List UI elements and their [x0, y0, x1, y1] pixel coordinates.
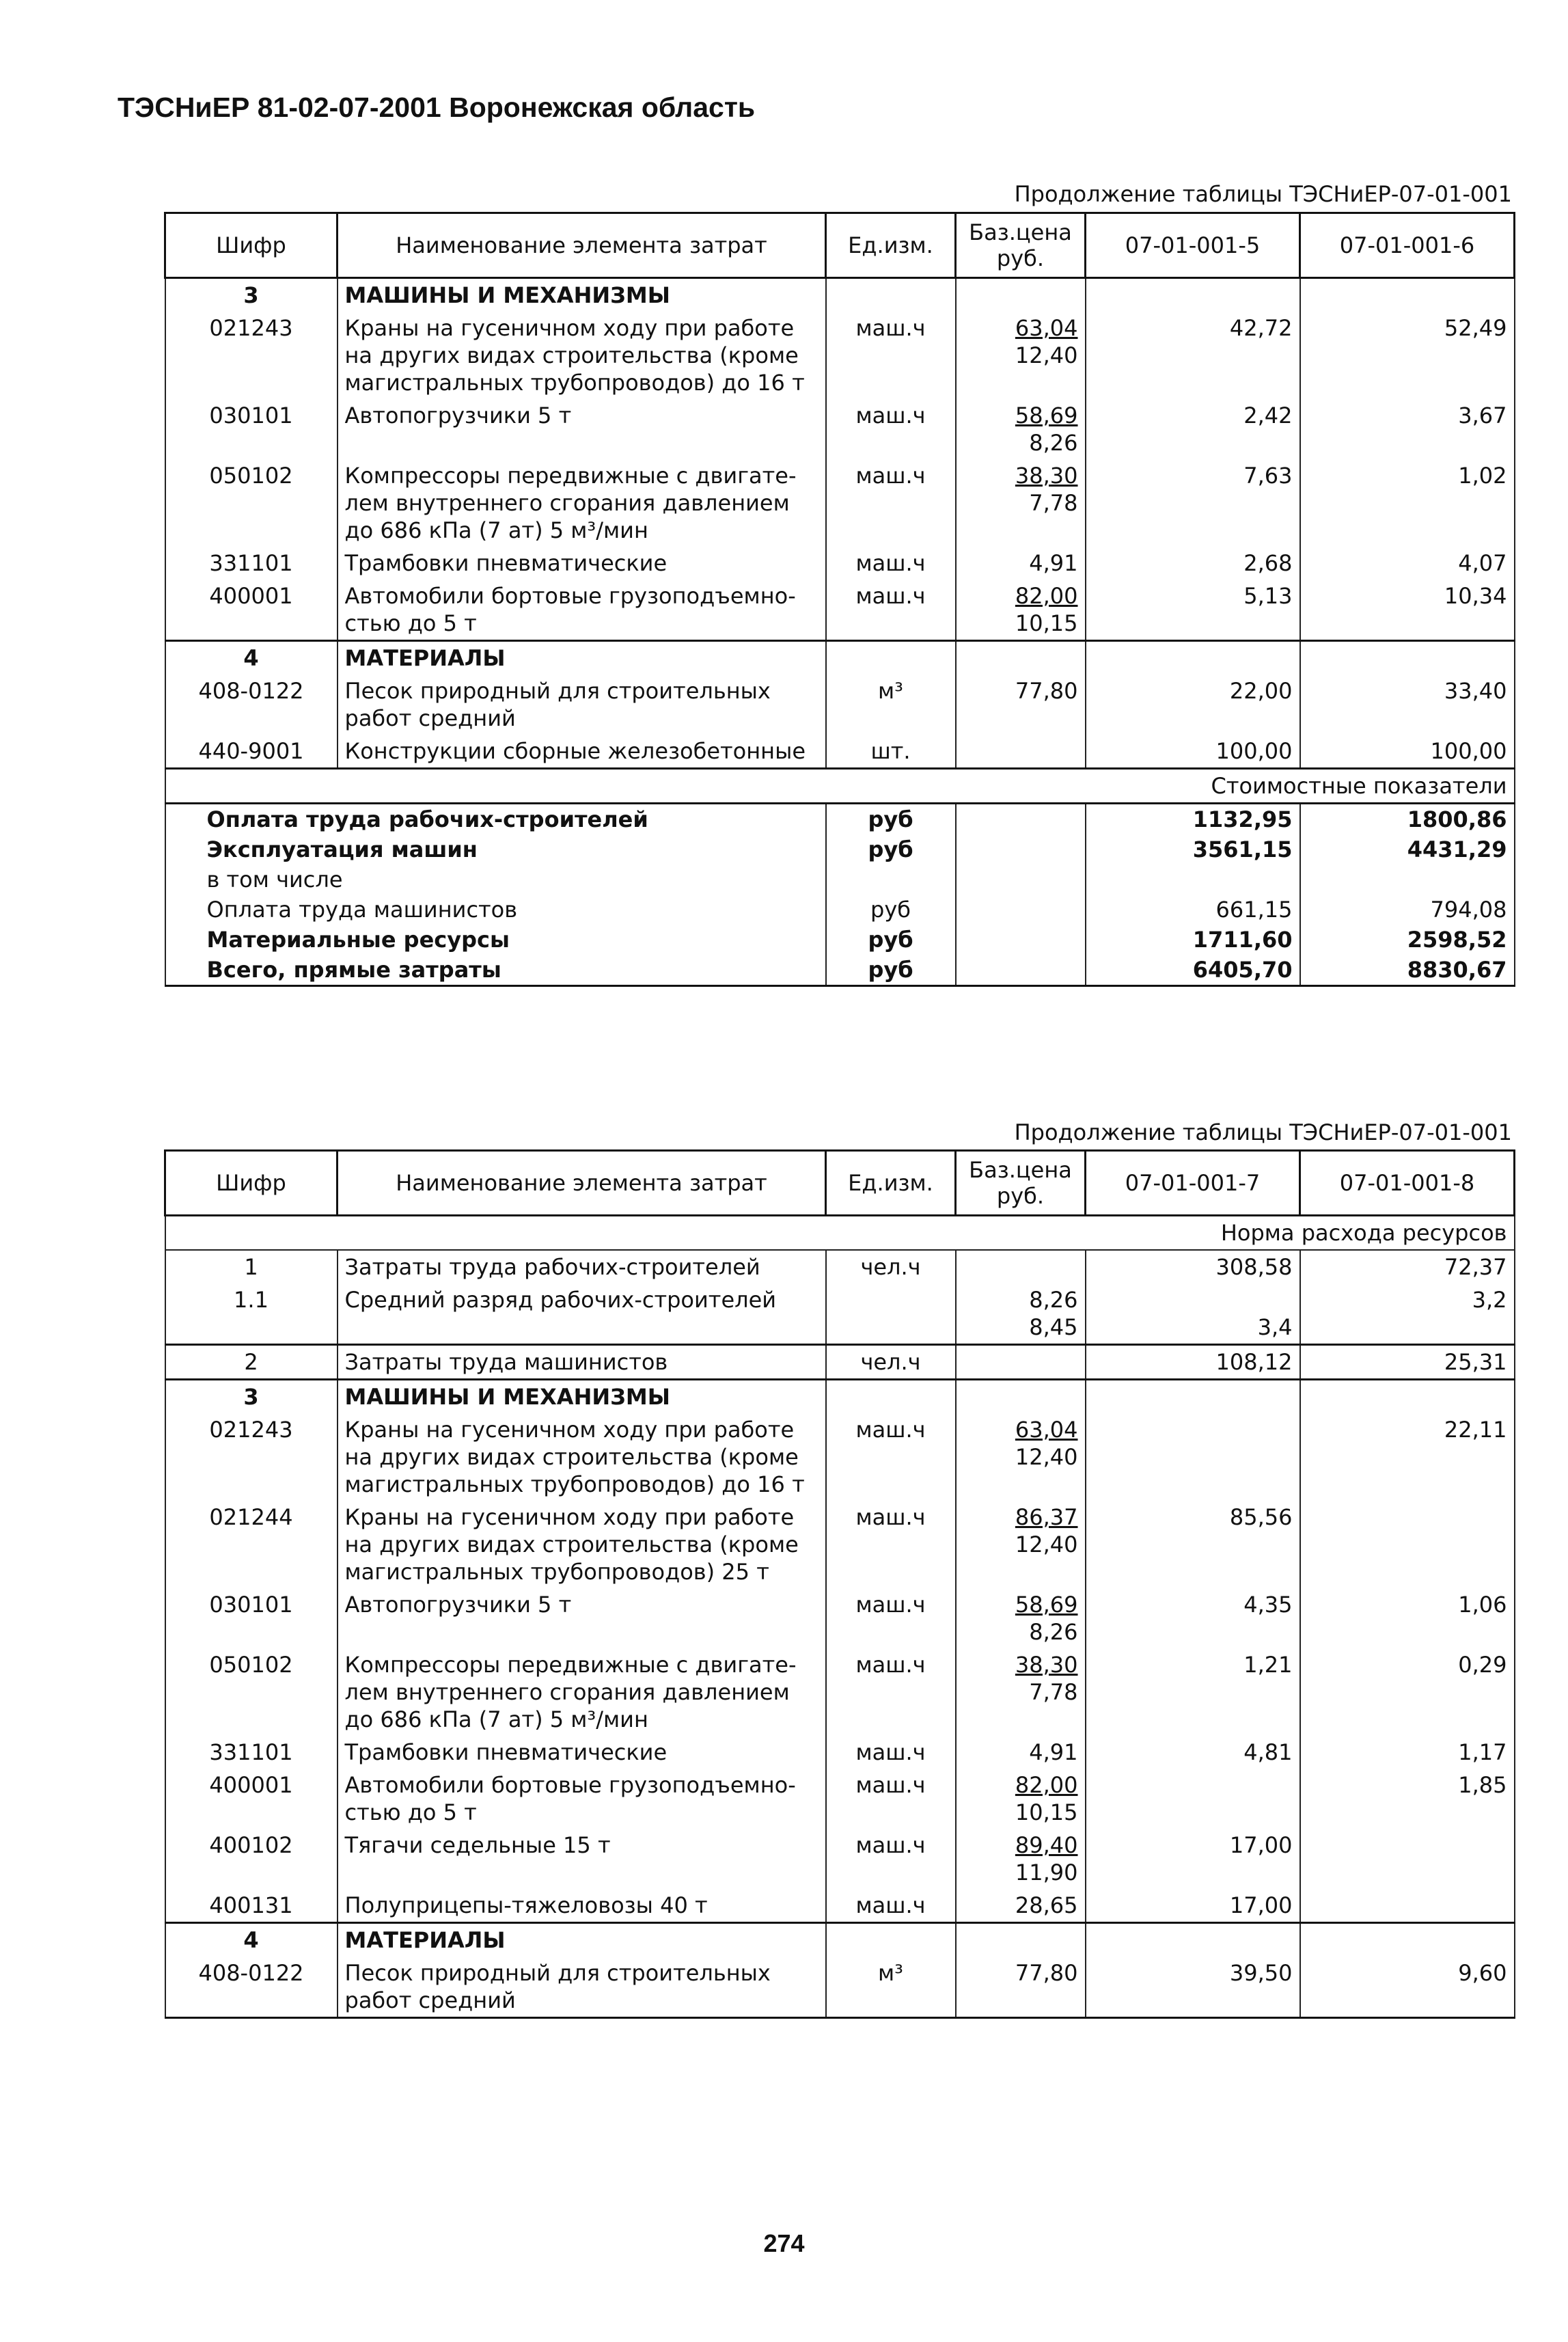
table-row — [165, 1501, 1515, 1588]
section-row — [165, 1923, 1515, 1957]
base-price-value: 82,00 — [1015, 583, 1078, 609]
base-price-cell — [956, 1588, 1086, 1648]
base-price-cell — [956, 1957, 1086, 2018]
name-cell: Затраты труда рабочих-строителей — [338, 1250, 826, 1283]
table-row — [165, 735, 1515, 769]
totals-rate-2: 1800,86 — [1300, 804, 1515, 835]
section-number: 3 — [165, 1380, 338, 1414]
totals-row — [165, 925, 1515, 955]
header-rate-1: 07-01-001-5 — [1086, 213, 1300, 278]
norm-header-row — [165, 1216, 1515, 1251]
header-name: Наименование элемента затрат — [338, 213, 826, 278]
name-cell: Средний разряд рабочих-строителей — [338, 1283, 826, 1345]
base-price-value: 63,04 — [1015, 1417, 1078, 1443]
resource-norm-header: Норма расхода ресурсов — [165, 1216, 1515, 1251]
unit-cell: маш.ч — [826, 1588, 956, 1648]
rate-2-cell: 9,60 — [1300, 1957, 1515, 2018]
unit-cell: шт. — [826, 735, 956, 769]
rate-2-cell: 0,29 — [1300, 1648, 1515, 1736]
table-row — [165, 547, 1515, 580]
table-caption: Продолжение таблицы ТЭСНиЕР-07-01-001 — [1014, 181, 1512, 207]
section-title: МАТЕРИАЛЫ — [338, 641, 826, 675]
header-base-price: Баз.цена руб. — [956, 1151, 1086, 1216]
rate-2-cell: 1,02 — [1300, 459, 1515, 547]
name-cell: Полуприцепы-тяжеловозы 40 т — [338, 1889, 826, 1923]
empty-cell — [956, 895, 1086, 925]
header-rate-2: 07-01-001-6 — [1300, 213, 1515, 278]
unit-cell: маш.ч — [826, 459, 956, 547]
base-wage-value: 10,15 — [1015, 1799, 1078, 1825]
rate-2-cell: 3,2 — [1300, 1283, 1515, 1345]
code-cell: 021244 — [165, 1501, 338, 1588]
unit-cell: маш.ч — [826, 1413, 956, 1501]
totals-rate-1: 6405,70 — [1086, 955, 1300, 986]
base-price-value: 86,37 — [1015, 1504, 1078, 1530]
base-price-cell — [956, 580, 1086, 641]
base-wage-value: 12,40 — [1015, 342, 1078, 368]
empty-cell — [1300, 641, 1515, 675]
name-cell: Тягачи седельные 15 т — [338, 1829, 826, 1889]
totals-label: в том числе — [165, 864, 826, 895]
empty-cell — [1086, 1380, 1300, 1414]
totals-rate-1: 661,15 — [1086, 895, 1300, 925]
totals-row — [165, 804, 1515, 835]
rate-1-cell: 2,68 — [1086, 547, 1300, 580]
rate-2-cell: 100,00 — [1300, 735, 1515, 769]
unit-cell — [826, 1283, 956, 1345]
empty-cell — [1086, 641, 1300, 675]
header-base-price: Баз.цена руб. — [956, 213, 1086, 278]
unit-cell: маш.ч — [826, 399, 956, 459]
rate-1-cell: 108,12 — [1086, 1345, 1300, 1380]
header-rate-2: 07-01-001-8 — [1300, 1151, 1515, 1216]
base-price-cell — [956, 1889, 1086, 1923]
totals-rate-2: 4431,29 — [1300, 834, 1515, 864]
name-cell: Автомобили бортовые грузоподъемно-стью до 5 т — [338, 1769, 826, 1829]
section-row — [165, 641, 1515, 675]
empty-cell — [1086, 1923, 1300, 1957]
rate-1-cell: 5,13 — [1086, 580, 1300, 641]
section-title: МАШИНЫ И МЕХАНИЗМЫ — [338, 1380, 826, 1414]
base-price-cell — [956, 1413, 1086, 1501]
rate-2-cell: 1,06 — [1300, 1588, 1515, 1648]
empty-cell — [1300, 1923, 1515, 1957]
base-price-cell — [956, 547, 1086, 580]
totals-rate-1: 1711,60 — [1086, 925, 1300, 955]
totals-row — [165, 895, 1515, 925]
grade-value-secondary: 8,45 — [1029, 1314, 1078, 1340]
table-body — [165, 278, 1515, 986]
code-cell: 2 — [165, 1345, 338, 1380]
unit-cell: чел.ч — [826, 1250, 956, 1283]
rate-2-cell: 72,37 — [1300, 1250, 1515, 1283]
cost-header-row — [165, 769, 1515, 804]
unit-cell: м³ — [826, 1957, 956, 2018]
name-cell: Песок природный для строительных работ средний — [338, 1957, 826, 2018]
unit-cell: маш.ч — [826, 1648, 956, 1736]
base-price-value: 58,69 — [1015, 1592, 1078, 1618]
code-cell: 400001 — [165, 1769, 338, 1829]
rate-2-cell — [1300, 1889, 1515, 1923]
empty-cell — [826, 1380, 956, 1414]
table-row — [165, 1413, 1515, 1501]
name-cell: Конструкции сборные железобетонные — [338, 735, 826, 769]
table-row — [165, 1588, 1515, 1648]
base-price-cell — [956, 735, 1086, 769]
header-code: Шифр — [165, 1151, 338, 1216]
code-cell: 331101 — [165, 1736, 338, 1769]
base-wage-value: 8,26 — [1029, 1619, 1078, 1645]
name-cell: Компрессоры передвижные с двигате-лем внутреннего сгорания давлением до 686 кПа (7 ат) 5 м³/мин — [338, 1648, 826, 1736]
rate-1-cell — [1086, 1413, 1300, 1501]
base-price-value: 82,00 — [1015, 1772, 1078, 1798]
base-wage-value: 11,90 — [1015, 1860, 1078, 1885]
name-cell: Песок природный для строительных работ средний — [338, 675, 826, 735]
code-cell: 440-9001 — [165, 735, 338, 769]
base-wage-value: 8,26 — [1029, 430, 1078, 456]
rate-1-cell — [1086, 1769, 1300, 1829]
empty-cell — [956, 925, 1086, 955]
rate-2-cell: 25,31 — [1300, 1345, 1515, 1380]
base-price-value: 77,80 — [1015, 678, 1078, 704]
rate-1-cell — [1086, 1283, 1300, 1345]
base-price-cell — [956, 1501, 1086, 1588]
table-row — [165, 312, 1515, 399]
code-cell: 1 — [165, 1250, 338, 1283]
empty-cell — [956, 864, 1086, 895]
empty-cell — [956, 1923, 1086, 1957]
empty-cell — [956, 955, 1086, 986]
rate-1-cell: 17,00 — [1086, 1889, 1300, 1923]
empty-cell — [956, 641, 1086, 675]
code-cell: 400001 — [165, 580, 338, 641]
resource-table-1 — [164, 212, 1515, 987]
totals-unit: руб — [826, 955, 956, 986]
rate-2-cell — [1300, 1501, 1515, 1588]
base-price-cell — [956, 1345, 1086, 1380]
code-cell: 331101 — [165, 547, 338, 580]
table-header-row — [165, 213, 1515, 278]
totals-label: Всего, прямые затраты — [165, 955, 826, 986]
totals-row — [165, 864, 1515, 895]
section-number: 3 — [165, 278, 338, 312]
rate-1-cell: 85,56 — [1086, 1501, 1300, 1588]
header-code: Шифр — [165, 213, 338, 278]
totals-unit: руб — [826, 895, 956, 925]
resource-table-2 — [164, 1149, 1515, 2019]
base-price-cell — [956, 1648, 1086, 1736]
rate-1-cell: 4,35 — [1086, 1588, 1300, 1648]
rate-2-cell: 33,40 — [1300, 675, 1515, 735]
table-row — [165, 1769, 1515, 1829]
unit-cell: маш.ч — [826, 1769, 956, 1829]
empty-cell — [826, 1923, 956, 1957]
empty-cell — [1300, 1380, 1515, 1414]
empty-cell — [826, 278, 956, 312]
rate-2-cell: 3,67 — [1300, 399, 1515, 459]
code-cell: 021243 — [165, 1413, 338, 1501]
table-row — [165, 580, 1515, 641]
code-cell: 400102 — [165, 1829, 338, 1889]
base-price-value: 77,80 — [1015, 1960, 1078, 1986]
page-number: 274 — [763, 2229, 805, 2257]
code-cell: 030101 — [165, 1588, 338, 1648]
totals-rate-2 — [1300, 864, 1515, 895]
rate-1-value: 3,4 — [1257, 1314, 1293, 1340]
code-cell: 050102 — [165, 459, 338, 547]
name-cell: Трамбовки пневматические — [338, 1736, 826, 1769]
totals-rate-1: 3561,15 — [1086, 834, 1300, 864]
totals-unit: руб — [826, 925, 956, 955]
section-row — [165, 278, 1515, 312]
name-cell: Трамбовки пневматические — [338, 547, 826, 580]
table-header-row — [165, 1151, 1515, 1216]
totals-unit — [826, 864, 956, 895]
table-row — [165, 1829, 1515, 1889]
base-price-value: 58,69 — [1015, 403, 1078, 428]
code-cell: 1.1 — [165, 1283, 338, 1345]
totals-rate-2: 8830,67 — [1300, 955, 1515, 986]
base-price-value: 28,65 — [1015, 1892, 1078, 1918]
table-row — [165, 1283, 1515, 1345]
rate-2-cell: 1,85 — [1300, 1769, 1515, 1829]
rate-1-cell: 42,72 — [1086, 312, 1300, 399]
header-unit: Ед.изм. — [826, 1151, 956, 1216]
empty-cell — [1086, 278, 1300, 312]
totals-row — [165, 834, 1515, 864]
section-number: 4 — [165, 1923, 338, 1957]
table-body — [165, 1216, 1515, 2018]
name-cell: Автопогрузчики 5 т — [338, 1588, 826, 1648]
section-row — [165, 1380, 1515, 1414]
rate-2-cell: 52,49 — [1300, 312, 1515, 399]
totals-rate-2: 2598,52 — [1300, 925, 1515, 955]
section-title: МАШИНЫ И МЕХАНИЗМЫ — [338, 278, 826, 312]
table-row — [165, 675, 1515, 735]
base-wage-value: 7,78 — [1029, 490, 1078, 516]
totals-unit: руб — [826, 834, 956, 864]
base-price-cell — [956, 1250, 1086, 1283]
name-cell: Краны на гусеничном ходу при работе на других видах строительства (кроме магистральных трубопроводов) 25 т — [338, 1501, 826, 1588]
base-price-value: 4,91 — [1029, 550, 1078, 576]
code-cell: 400131 — [165, 1889, 338, 1923]
rate-1-cell: 1,21 — [1086, 1648, 1300, 1736]
base-price-cell — [956, 312, 1086, 399]
unit-cell: маш.ч — [826, 547, 956, 580]
empty-cell — [826, 641, 956, 675]
totals-rate-2: 794,08 — [1300, 895, 1515, 925]
empty-cell — [1300, 278, 1515, 312]
totals-label: Оплата труда рабочих-строителей — [165, 804, 826, 835]
table-row — [165, 1736, 1515, 1769]
totals-row — [165, 955, 1515, 986]
name-cell: Краны на гусеничном ходу при работе на других видах строительства (кроме магистральных трубопроводов) до 16 т — [338, 312, 826, 399]
code-cell: 030101 — [165, 399, 338, 459]
table-row — [165, 1345, 1515, 1380]
name-cell: Компрессоры передвижные с двигате-лем внутреннего сгорания давлением до 686 кПа (7 ат) 5 м³/мин — [338, 459, 826, 547]
rate-1-cell: 7,63 — [1086, 459, 1300, 547]
header-rate-1: 07-01-001-7 — [1086, 1151, 1300, 1216]
totals-rate-1: 1132,95 — [1086, 804, 1300, 835]
rate-1-cell: 100,00 — [1086, 735, 1300, 769]
name-cell: Краны на гусеничном ходу при работе на других видах строительства (кроме магистральных трубопроводов) до 16 т — [338, 1413, 826, 1501]
table-row — [165, 459, 1515, 547]
table-row — [165, 399, 1515, 459]
base-price-cell — [956, 459, 1086, 547]
empty-cell — [956, 1380, 1086, 1414]
section-number: 4 — [165, 641, 338, 675]
table-row — [165, 1250, 1515, 1283]
unit-cell: маш.ч — [826, 1889, 956, 1923]
base-price-cell — [956, 1736, 1086, 1769]
base-price-value: 38,30 — [1015, 1652, 1078, 1678]
totals-label: Оплата труда машинистов — [165, 895, 826, 925]
empty-cell — [956, 834, 1086, 864]
header-unit: Ед.изм. — [826, 213, 956, 278]
unit-cell: м³ — [826, 675, 956, 735]
name-cell: Затраты труда машинистов — [338, 1345, 826, 1380]
code-cell: 408-0122 — [165, 1957, 338, 2018]
base-price-cell — [956, 399, 1086, 459]
rate-1-cell: 22,00 — [1086, 675, 1300, 735]
rate-1-cell: 4,81 — [1086, 1736, 1300, 1769]
rate-2-cell: 1,17 — [1300, 1736, 1515, 1769]
unit-cell: маш.ч — [826, 580, 956, 641]
totals-label: Материальные ресурсы — [165, 925, 826, 955]
table-row — [165, 1648, 1515, 1736]
base-price-cell — [956, 1283, 1086, 1345]
table-caption: Продолжение таблицы ТЭСНиЕР-07-01-001 — [1014, 1119, 1512, 1145]
base-price-cell — [956, 1829, 1086, 1889]
base-price-value: 8,26 — [1029, 1287, 1078, 1313]
unit-cell: маш.ч — [826, 1829, 956, 1889]
base-wage-value: 7,78 — [1029, 1679, 1078, 1705]
totals-unit: руб — [826, 804, 956, 835]
unit-cell: маш.ч — [826, 312, 956, 399]
base-price-cell — [956, 1769, 1086, 1829]
name-cell: Автопогрузчики 5 т — [338, 399, 826, 459]
code-cell: 050102 — [165, 1648, 338, 1736]
table-row — [165, 1889, 1515, 1923]
cost-indicators-header: Стоимостные показатели — [165, 769, 1515, 804]
unit-cell: маш.ч — [826, 1501, 956, 1588]
unit-cell: маш.ч — [826, 1736, 956, 1769]
base-price-cell — [956, 675, 1086, 735]
rate-1-cell: 308,58 — [1086, 1250, 1300, 1283]
totals-rate-1 — [1086, 864, 1300, 895]
section-title: МАТЕРИАЛЫ — [338, 1923, 826, 1957]
base-wage-value: 10,15 — [1015, 610, 1078, 636]
header-name: Наименование элемента затрат — [338, 1151, 826, 1216]
unit-cell: чел.ч — [826, 1345, 956, 1380]
base-price-value: 38,30 — [1015, 463, 1078, 489]
rate-1-cell: 39,50 — [1086, 1957, 1300, 2018]
code-cell: 408-0122 — [165, 675, 338, 735]
base-price-value: 89,40 — [1015, 1832, 1078, 1858]
name-cell: Автомобили бортовые грузоподъемно-стью до 5 т — [338, 580, 826, 641]
totals-label: Эксплуатация машин — [165, 834, 826, 864]
base-price-value: 4,91 — [1029, 1739, 1078, 1765]
base-price-value: 63,04 — [1015, 315, 1078, 341]
empty-cell — [956, 278, 1086, 312]
rate-2-cell: 22,11 — [1300, 1413, 1515, 1501]
empty-cell — [956, 804, 1086, 835]
rate-1-cell: 2,42 — [1086, 399, 1300, 459]
rate-2-cell: 10,34 — [1300, 580, 1515, 641]
rate-2-cell — [1300, 1829, 1515, 1889]
rate-2-cell: 4,07 — [1300, 547, 1515, 580]
rate-1-cell: 17,00 — [1086, 1829, 1300, 1889]
base-wage-value: 12,40 — [1015, 1531, 1078, 1557]
table-row — [165, 1957, 1515, 2018]
code-cell: 021243 — [165, 312, 338, 399]
document-title: ТЭСНиЕР 81-02-07-2001 Воронежская область — [118, 92, 756, 123]
base-wage-value: 12,40 — [1015, 1444, 1078, 1470]
